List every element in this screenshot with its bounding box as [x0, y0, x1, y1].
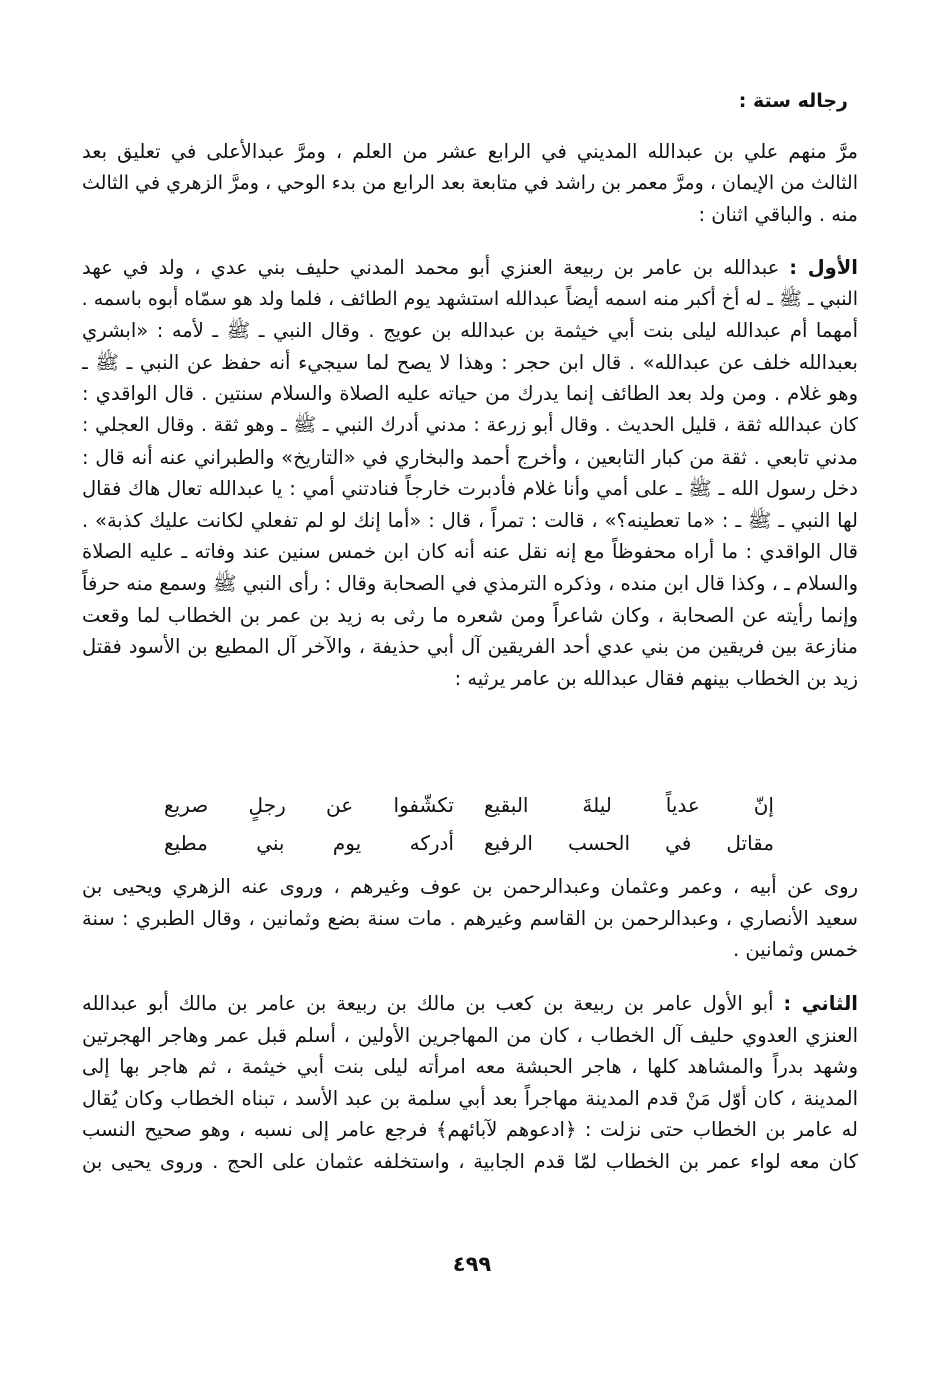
text-line: له عامر بن الخطاب حتى نزلت : ﴿ادعوهم لآبائهم﴾ فرجع عامر إلى نسبه ، وهو صحيح النسب	[82, 1118, 858, 1142]
section-heading: رجاله ستة :	[738, 90, 848, 112]
text-line: والسلام ـ ، وكذا قال ابن منده ، وذكره الترمذي في الصحابة وقال : رأى النبي ﷺ وسمع منه حرفاً	[82, 571, 858, 595]
poem	[164, 786, 774, 862]
text-line: بعبدالله خلف عن عبدالله» . قال ابن حجر : وهذا لا يصح لما سيجيء أنه حفظ عن النبي ـ ﷺ ـ	[82, 350, 858, 374]
text-line: سعيد الأنصاري ، وعبدالرحمن بن القاسم وغيرهم . مات سنة بضع وثمانين ، وقال الطبري : سنة	[82, 906, 858, 930]
text-line: مرَّ منهم علي بن عبدالله المديني في الرابع عشر من العلم ، ومرَّ عبدالأعلى في تعليق بعد	[82, 140, 858, 163]
text-line: خمس وثمانين .	[733, 938, 858, 962]
poem-second-hemistich: تكشّفوا عن رجلٍ صريع	[164, 793, 454, 817]
poem-first-hemistich: إنّ عدياً ليلةَ البقيع	[484, 793, 774, 817]
page-number: ٤٩٩	[452, 1252, 492, 1276]
poem-verse	[164, 786, 774, 824]
text-line	[82, 252, 858, 284]
text-span: عبدالله بن عامر بن ربيعة العنزي أبو محمد المدني حليف بني عدي ، ولد في عهد	[82, 256, 780, 279]
text-line: كان عبدالله ثقة ، قليل الحديث . وقال أبو زرعة : مدني أدرك النبي ـ ﷺ ـ وهو ثقة . وقال العجلي :	[82, 413, 858, 436]
text-line: قال الواقدي : ما أراه محفوظاً مع إنه نقل عنه أنه كان ابن خمس سنين عند وفاته ـ عليه الصلاة	[82, 540, 858, 564]
text-line: منه . والباقي اثنان :	[698, 203, 858, 227]
text-line: كان معه لواء عمر بن الخطاب لمّا قدم الجابية ، واستخلفه عثمان على الحج . وروى يحيى بن	[82, 1149, 858, 1173]
text-line: منازعة بين فريقين من بني عدي أحد الفريقين آل أبي حذيفة ، والآخر آل المطيع بن الأسود فقتل	[82, 635, 858, 659]
paragraph-narrations	[82, 871, 858, 966]
poem-second-hemistich: أدركه يوم بني مطيع	[164, 831, 454, 855]
text-line: وهو غلام . ومن ولد بعد الطائف إنما يدرك من حياته عليه الصلاة والسلام سنتين . قال الواقدي :	[82, 382, 858, 406]
text-line: وشهد بدراً والمشاهد كلها ، هاجر الحبشة معه امرأته ليلى بنت أبي خيثمة ، ثم هاجر بها إلى	[82, 1055, 858, 1079]
paragraph-lead: الأول :	[789, 256, 858, 279]
paragraph-intro	[82, 136, 858, 231]
text-line: وإنما رأيته عن الصحابة ، وكان شاعراً ومن شعره ما رثى به زيد بن عمر بن الخطاب لما وقعت	[82, 603, 858, 627]
text-line: النبي ـ ﷺ ـ له أخ أكبر منه اسمه أيضاً عبدالله استشهد يوم الطائف ، فلما ولد هو سمّاه أبوه باسمه .	[82, 287, 858, 310]
text-line	[82, 988, 858, 1020]
poem-verse	[164, 824, 774, 862]
text-line: دخل رسول الله ـ ﷺ ـ على أمي وأنا غلام فأدبرت خارجاً فنادتني أمي : يا عبدالله تعال هاك فقال	[82, 477, 858, 501]
text-line: العنزي العدوي حليف آل الخطاب ، كان من المهاجرين الأولين ، أسلم قبل عمر وهاجر الهجرتين	[82, 1023, 858, 1047]
text-line: مدني تابعي . ثقة من كبار التابعين ، وأخرج أحمد والبخاري في «التاريخ» والطبراني عنه أنه قال :	[82, 445, 858, 469]
text-line: الثالث من الإيمان ، ومرَّ معمر بن راشد في متابعة بعد الرابع من بدء الوحي ، ومرَّ الزهري في الثالث	[82, 171, 858, 194]
paragraph-lead: الثاني :	[783, 992, 858, 1015]
text-line: أمهما أم عبدالله ليلى بنت أبي خيثمة بن عبدالله بن عويج . وقال النبي ـ ﷺ ـ لأمه : «ابشري	[82, 319, 858, 343]
text-line: لها النبي ـ ﷺ ـ : «ما تعطينه؟» ، قالت : تمراً ، قال : «أما إنك لو لم تفعلي لكانت عليك كذبة» .	[82, 508, 858, 532]
poem-first-hemistich: مقاتل في الحسب الرفيع	[484, 831, 774, 855]
paragraph-first-narrator	[82, 252, 858, 694]
text-line: زيد بن الخطاب بينهم فقال عبدالله بن عامر يرثيه :	[454, 666, 858, 690]
text-line: روى عن أبيه ، وعمر وعثمان وعبدالرحمن بن عوف وغيرهم ، وروى عنه الزهري ويحيى بن	[82, 875, 858, 898]
text-span: أبو الأول عامر بن ربيعة بن كعب بن مالك بن ربيعة بن عامر بن مالك أبو عبدالله	[82, 992, 774, 1015]
paragraph-second-narrator	[82, 988, 858, 1178]
text-line: المدينة ، كان أوّل مَنْ قدم المدينة مهاجراً بعد أبي سلمة بن عبد الأسد ، تبناه الخطاب وكان يُقال	[82, 1086, 858, 1110]
